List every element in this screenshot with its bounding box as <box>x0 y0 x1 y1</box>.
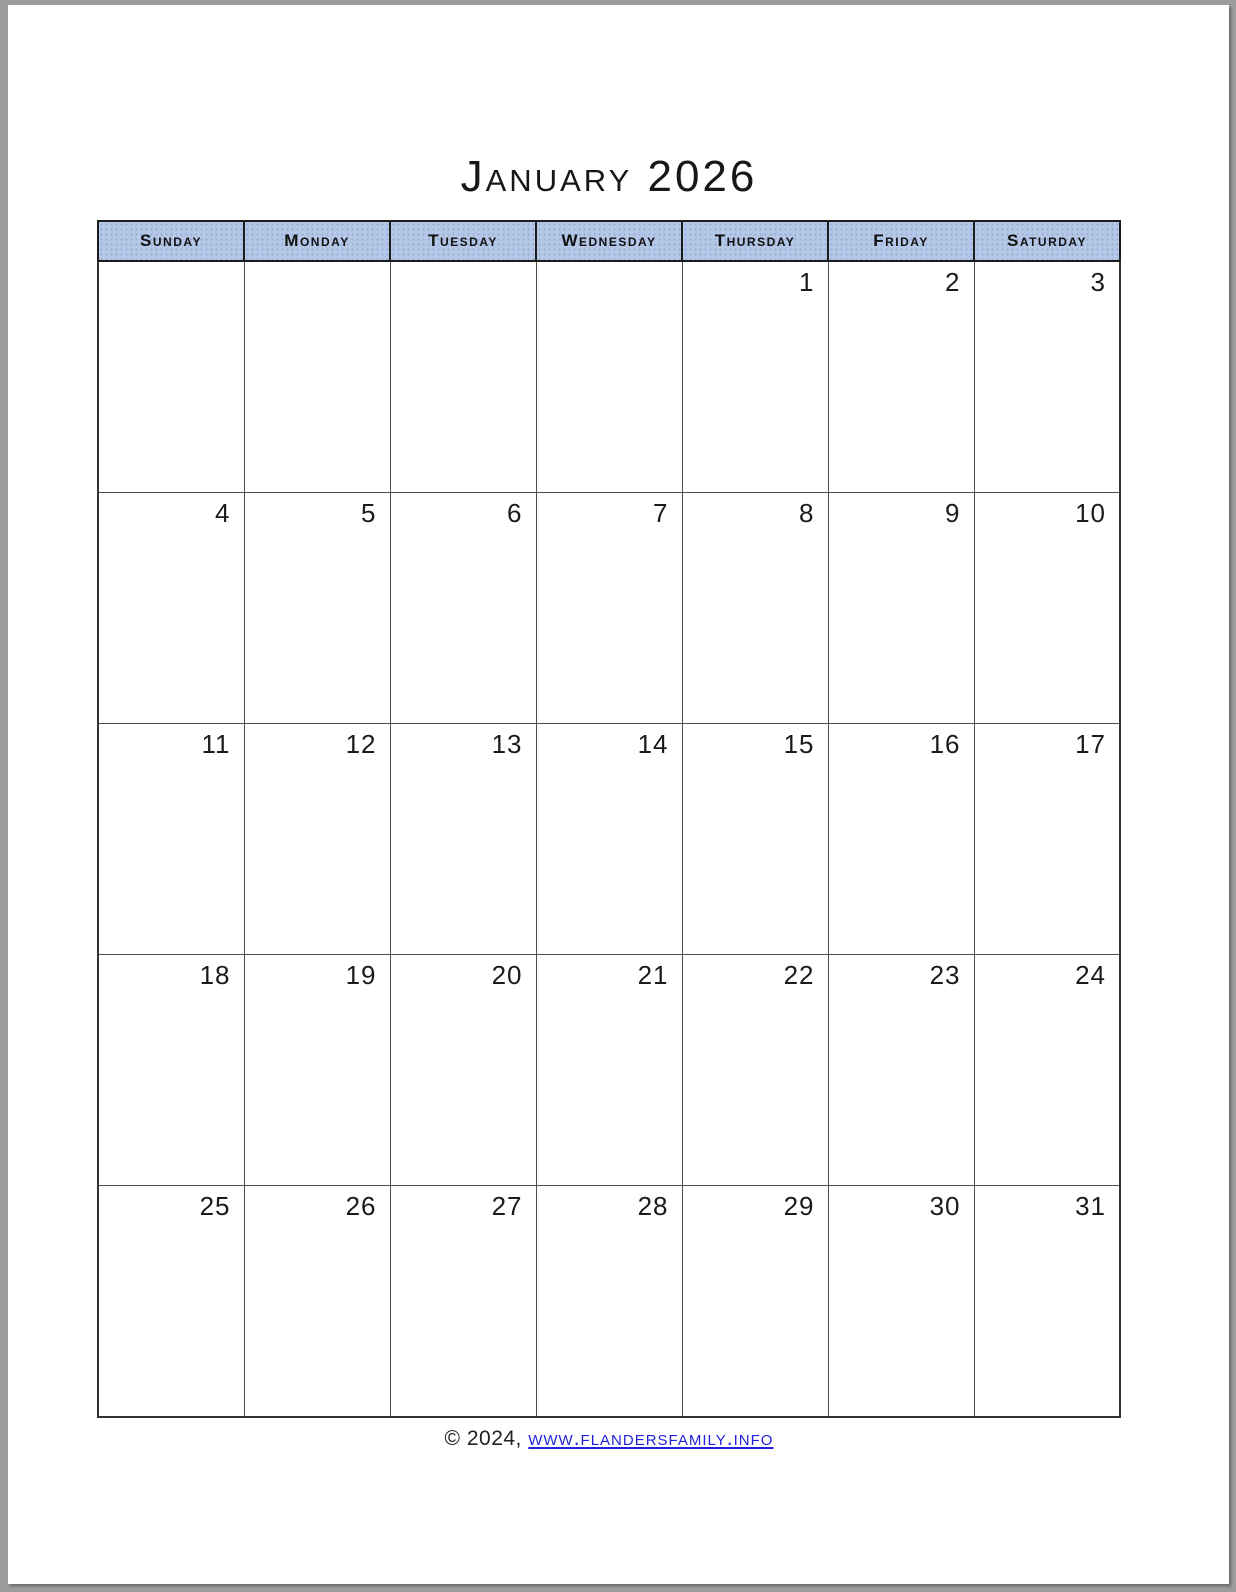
day-number: 14 <box>637 728 669 759</box>
day-number: 16 <box>929 728 961 759</box>
week-row <box>98 1185 1120 1417</box>
day-number <box>100 263 243 268</box>
weekday-header-tuesday: Tuesday <box>390 221 536 261</box>
document-page <box>8 5 1229 1584</box>
calendar-cell <box>244 492 390 723</box>
day-number: 29 <box>783 1190 815 1221</box>
calendar-cell <box>390 1185 536 1417</box>
calendar-cell <box>828 723 974 954</box>
calendar-cell <box>536 261 682 493</box>
calendar-cell <box>390 261 536 493</box>
day-number: 30 <box>929 1190 961 1221</box>
calendar-cell <box>98 954 244 1185</box>
footer-link[interactable]: www.flandersfamily.info <box>528 1426 774 1450</box>
calendar-cell <box>98 1185 244 1417</box>
calendar-cell <box>682 492 828 723</box>
calendar-table <box>97 220 1121 1418</box>
day-number: 9 <box>945 497 961 528</box>
calendar-cell <box>828 261 974 493</box>
calendar-cell <box>244 261 390 493</box>
calendar-cell <box>536 492 682 723</box>
calendar-cell <box>682 1185 828 1417</box>
day-number: 24 <box>1075 959 1106 990</box>
day-number: 3 <box>1090 266 1106 297</box>
calendar-cell <box>682 261 828 493</box>
calendar-cell <box>974 492 1120 723</box>
calendar-cell <box>828 1185 974 1417</box>
day-number: 6 <box>507 497 523 528</box>
calendar-cell <box>98 723 244 954</box>
day-number: 15 <box>783 728 815 759</box>
calendar-cell <box>390 492 536 723</box>
calendar-cell <box>974 723 1120 954</box>
day-number: 21 <box>637 959 669 990</box>
day-number: 25 <box>199 1190 231 1221</box>
calendar-cell <box>682 723 828 954</box>
calendar-cell <box>974 954 1120 1185</box>
calendar-cell <box>682 954 828 1185</box>
day-number <box>392 263 535 268</box>
day-number: 22 <box>783 959 815 990</box>
copyright-text: © 2024, <box>444 1426 529 1450</box>
calendar-cell <box>536 954 682 1185</box>
day-number: 19 <box>345 959 377 990</box>
day-number: 20 <box>491 959 523 990</box>
calendar-cell <box>98 261 244 493</box>
day-number: 11 <box>201 728 231 759</box>
day-number: 31 <box>1075 1190 1106 1221</box>
calendar-cell <box>536 1185 682 1417</box>
calendar-cell <box>536 723 682 954</box>
day-number: 13 <box>491 728 523 759</box>
week-row <box>98 723 1120 954</box>
weekday-header-row <box>98 221 1120 261</box>
weekday-header-sunday: Sunday <box>98 221 244 261</box>
week-row <box>98 954 1120 1185</box>
weekday-header-thursday: Thursday <box>682 221 828 261</box>
day-number <box>246 263 389 268</box>
day-number: 7 <box>653 497 669 528</box>
week-row <box>98 261 1120 493</box>
day-number: 17 <box>1075 728 1106 759</box>
calendar-cell <box>244 723 390 954</box>
day-number: 28 <box>637 1190 669 1221</box>
footer <box>97 1427 1121 1451</box>
calendar-cell <box>828 492 974 723</box>
day-number: 4 <box>215 497 231 528</box>
weekday-header-wednesday: Wednesday <box>536 221 682 261</box>
day-number: 8 <box>799 497 815 528</box>
calendar-cell <box>390 723 536 954</box>
weekday-header-monday: Monday <box>244 221 390 261</box>
day-number: 27 <box>491 1190 523 1221</box>
calendar-cell <box>390 954 536 1185</box>
page-title: January 2026 <box>460 152 758 201</box>
calendar-cell <box>98 492 244 723</box>
day-number: 2 <box>945 266 961 297</box>
calendar-cell <box>828 954 974 1185</box>
day-number: 10 <box>1075 497 1106 528</box>
day-number: 26 <box>345 1190 377 1221</box>
calendar-cell <box>244 1185 390 1417</box>
day-number: 12 <box>345 728 377 759</box>
calendar-cell <box>974 261 1120 493</box>
day-number: 23 <box>929 959 961 990</box>
week-row <box>98 492 1120 723</box>
day-number: 1 <box>799 266 815 297</box>
weekday-header-friday: Friday <box>828 221 974 261</box>
calendar-cell <box>244 954 390 1185</box>
calendar-cell <box>974 1185 1120 1417</box>
day-number: 5 <box>361 497 377 528</box>
day-number <box>538 263 681 268</box>
weekday-header-saturday: Saturday <box>974 221 1120 261</box>
day-number: 18 <box>199 959 231 990</box>
